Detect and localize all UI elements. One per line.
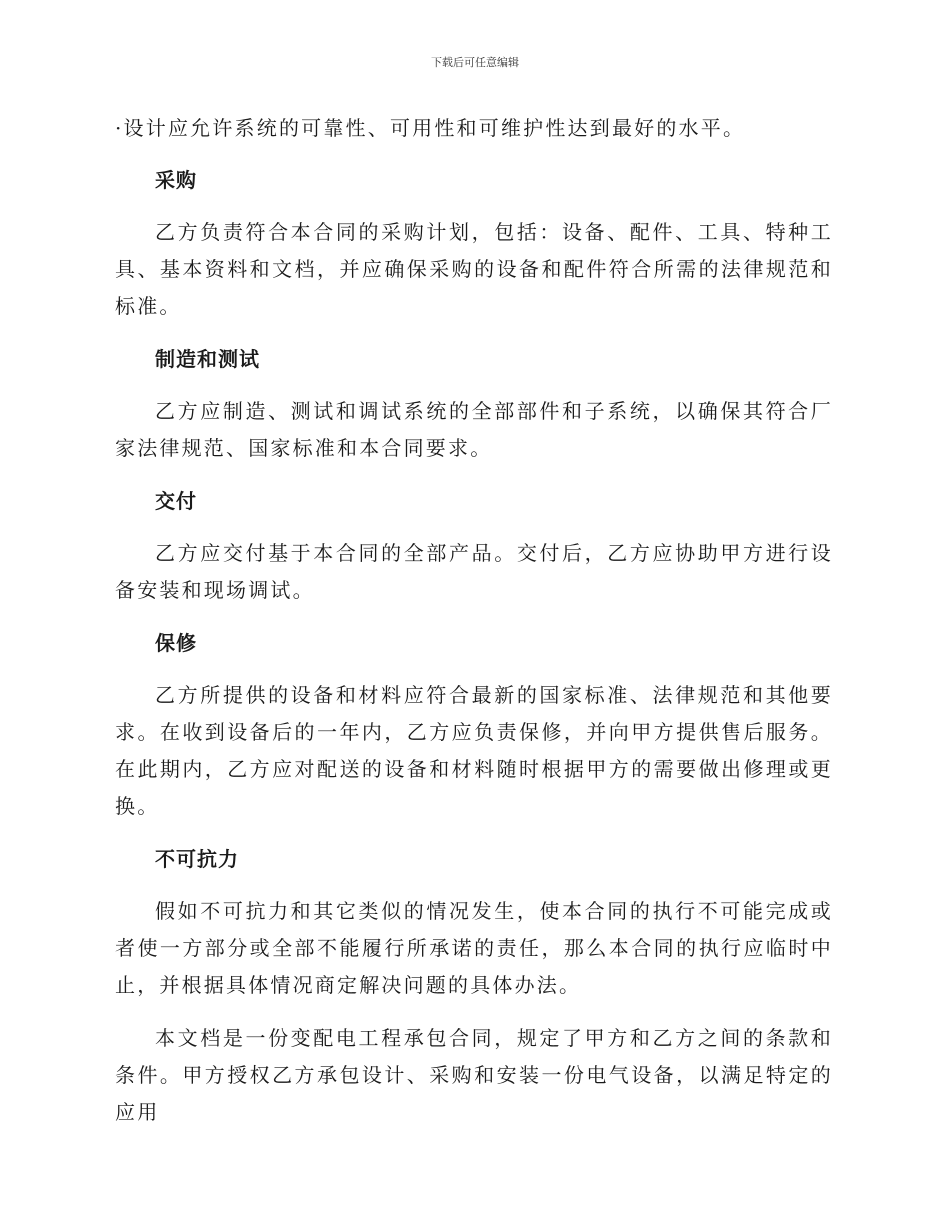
section-delivery [115,483,833,609]
page-header: 下载后可任意编辑 [431,56,519,69]
section-paragraph: 乙方所提供的设备和材料应符合最新的国家标准、法律规范和其他要求。在收到设备后的一年内，乙方应负责保修，并向甲方提供售后服务。在此期内，乙方应对配送的设备和材料随时根据甲方的需要做出修理或更换。 [115,683,833,818]
section-paragraph: 假如不可抗力和其它类似的情况发生，使本合同的执行不可能完成或者使一方部分或全部不能履行所承诺的责任，那么本合同的执行应临时中止，并根据具体情况商定解决问题的具体办法。 [115,899,833,997]
bullet-point: ·设计应允许系统的可靠性、可用性和可维护性达到最好的水平。 [115,116,746,140]
section-paragraph: 乙方应制造、测试和调试系统的全部部件和子系统，以确保其符合厂家法律规范、国家标准和本合同要求。 [115,399,833,460]
section-heading: 交付 [155,489,197,513]
section-heading: 保修 [155,631,197,655]
section-heading: 不可抗力 [155,847,239,871]
document-body [115,110,833,1131]
section-paragraph: 乙方应交付基于本合同的全部产品。交付后，乙方应协助甲方进行设备安装和现场调试。 [115,541,833,602]
section-paragraph: 乙方负责符合本合同的采购计划，包括：设备、配件、工具、特种工具、基本资料和文档，并应确保采购的设备和配件符合所需的法律规范和标准。 [115,220,833,318]
section-manufacturing-testing [115,341,833,467]
section-heading: 制造和测试 [155,347,260,371]
section-warranty [115,625,833,825]
section-force-majeure [115,841,833,1004]
closing-paragraph: 本文档是一份变配电工程承包合同，规定了甲方和乙方之间的条款和条件。甲方授权乙方承包设计、采购和安装一份电气设备，以满足特定的应用 [115,1026,833,1124]
section-heading: 采购 [155,168,197,192]
section-procurement [115,162,833,325]
